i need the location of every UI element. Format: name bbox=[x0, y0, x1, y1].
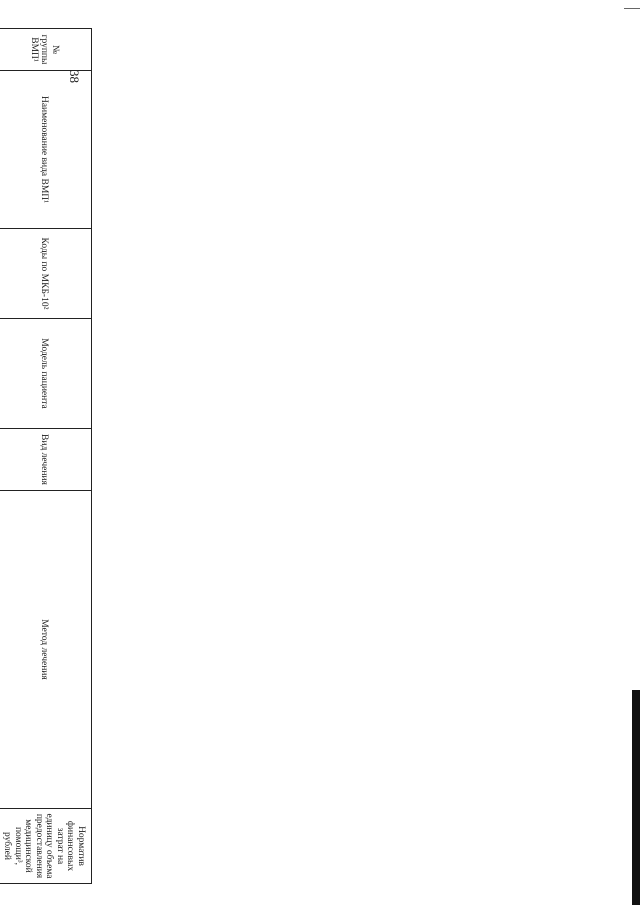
header-vmp-name: Наименование вида ВМП¹ bbox=[0, 71, 92, 229]
scan-edge-shadow bbox=[632, 690, 640, 905]
page-number: 38 bbox=[67, 70, 82, 83]
header-cost-standard: Норматив финансовых затрат на единицу объема предоставления медицинской помощи³, рублей bbox=[0, 809, 92, 884]
header-treatment-method: Метод лечения bbox=[0, 491, 92, 809]
scan-corner-mark bbox=[624, 0, 640, 9]
vmp-table bbox=[0, 28, 92, 884]
header-row bbox=[0, 29, 92, 884]
header-group-number: № группы ВМП¹ bbox=[0, 29, 92, 71]
rotated-table-stage bbox=[0, 28, 92, 883]
header-treatment-type: Вид лечения bbox=[0, 429, 92, 491]
header-icd-codes: Коды по МКБ-10² bbox=[0, 229, 92, 319]
header-patient-model: Модель пациента bbox=[0, 319, 92, 429]
